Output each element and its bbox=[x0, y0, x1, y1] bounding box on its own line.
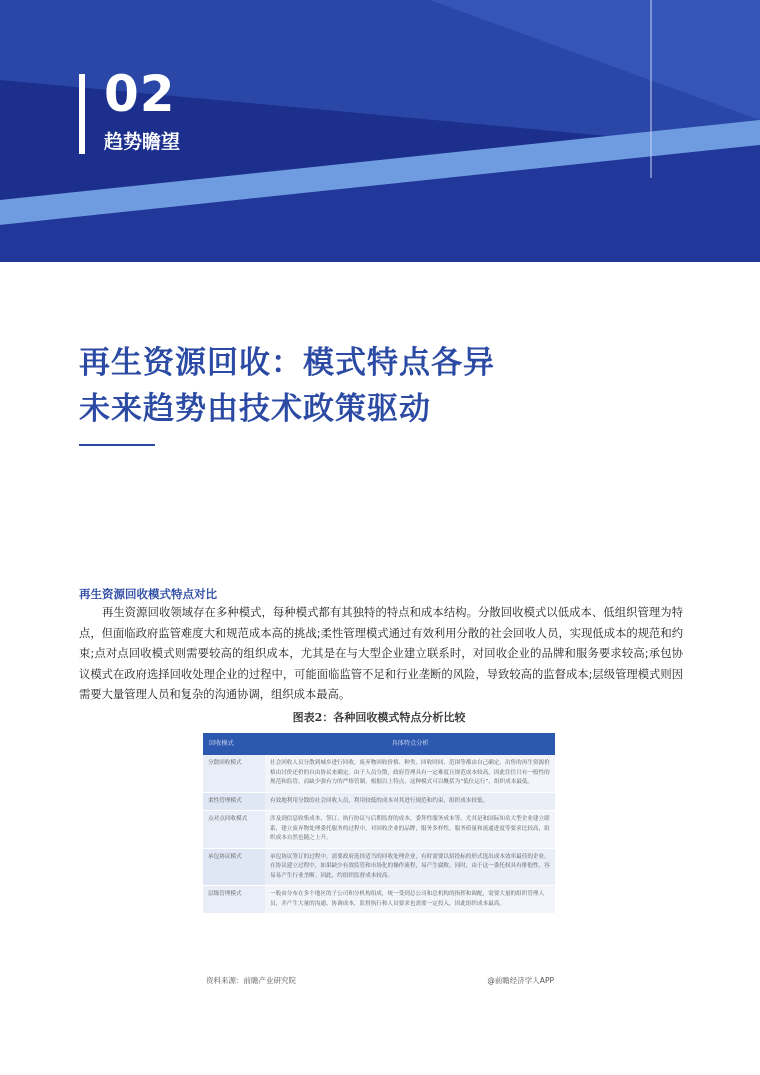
table-cell-desc: 一般由分布在多个地区的子公司和分机构组成，统一受到总公司和总机构的指挥和调配，需要大量的组织管理人员，并产生大量的沟通、协调成本，监督执行和人员要求也需要一定投入，因此组织成本最高。 bbox=[265, 886, 555, 914]
table-row bbox=[203, 886, 555, 914]
section-title: 趋势瞻望 bbox=[104, 131, 181, 153]
table-cell-mode: 层级管理模式 bbox=[203, 886, 265, 914]
table-cell-mode: 分散回收模式 bbox=[203, 755, 265, 792]
table-header-analysis: 具体特点分析 bbox=[265, 733, 555, 755]
header-banner bbox=[0, 0, 760, 262]
table-row bbox=[203, 811, 555, 849]
headline-line-2: 未来趋势由技术政策驱动 bbox=[79, 391, 431, 427]
headline-underline bbox=[79, 444, 155, 446]
section-number: 02 bbox=[104, 65, 176, 123]
figure-brand-watermark: @前瞻经济学人APP bbox=[487, 976, 554, 985]
figure-source: 资料来源：前瞻产业研究院 bbox=[206, 976, 296, 985]
table-cell-desc: 有效地利用分散的社会回收人员，利用较低的成本对其进行规范和约束，组织成本较低。 bbox=[265, 792, 555, 811]
section-subtitle: 再生资源回收模式特点对比 bbox=[79, 587, 217, 601]
comparison-figure bbox=[200, 703, 558, 988]
table-row bbox=[203, 848, 555, 886]
table-cell-desc: 承包协议签订的过程中，需要政府选择适当的回收处理企业，有时需要以招投标的形式选出成本效率最佳的企业。在协议建立过程中，如果缺少有效监管和市场化的操作流程，易产生腐败。同时，由于这一委托权具有排他性，容易易产生行业垄断。因此，约组织监督成本较高。 bbox=[265, 848, 555, 886]
table-row bbox=[203, 792, 555, 811]
table-cell-mode: 点对点回收模式 bbox=[203, 811, 265, 849]
body-paragraph: 再生资源回收领域存在多种模式，每种模式都有其独特的特点和成本结构。分散回收模式以低成本、低组织管理为特点，但面临政府监管难度大和规范成本高的挑战;柔性管理模式通过有效利用分散的社会回收人员，实现低成本的规范和约束;点对点回收模式则需要较高的组织成本，尤其是在与大型企业建立联系时，对回收企业的品牌和服务要求较高;承包协议模式在政府选择回收处理企业的过程中，可能面临监管不足和行业垄断的风险，导致较高的监督成本;层级管理模式则因需要大量管理人员和复杂的沟通协调，组织成本最高。 bbox=[79, 606, 683, 701]
page-headline bbox=[79, 340, 699, 432]
table-row bbox=[203, 755, 555, 792]
table-cell-mode: 承包协议模式 bbox=[203, 848, 265, 886]
table-cell-desc: 社会回收人员分散到城乡进行回收，废弃物回收价格、种类、回收时间、范围等都由自己确定，出售的再生资源价格由讨价还价的自由协议来确定。由于人员分散，政府管理具有一定难度且规范成本较高，因此往往只有一般性的规范和监管，而缺少强有力的严格管制。根据以上特点，这种模式可以概括为“低位运行”，组织成本最低。 bbox=[265, 755, 555, 792]
table-cell-mode: 柔性管理模式 bbox=[203, 792, 265, 811]
headline-line-1: 再生资源回收：模式特点各异 bbox=[79, 345, 495, 381]
table-cell-desc: 涉及到信息收集成本、签订、执行协议与后期监督的成本，委拜性服务成本等。尤其是和国际知名大型企业建立联系，建立废弃物处理委托服务的过程中，对回收企业的品牌，服务多样性，服务质量和流通进度等要求比较高，组织成本自然也随之上升。 bbox=[265, 811, 555, 849]
section-marker-bar bbox=[79, 74, 85, 154]
figure-caption: 图表2：各种回收模式特点分析比较 bbox=[292, 711, 466, 724]
comparison-table bbox=[203, 733, 555, 914]
table-header-row bbox=[203, 733, 555, 755]
table-header-mode: 回收模式 bbox=[203, 733, 265, 755]
